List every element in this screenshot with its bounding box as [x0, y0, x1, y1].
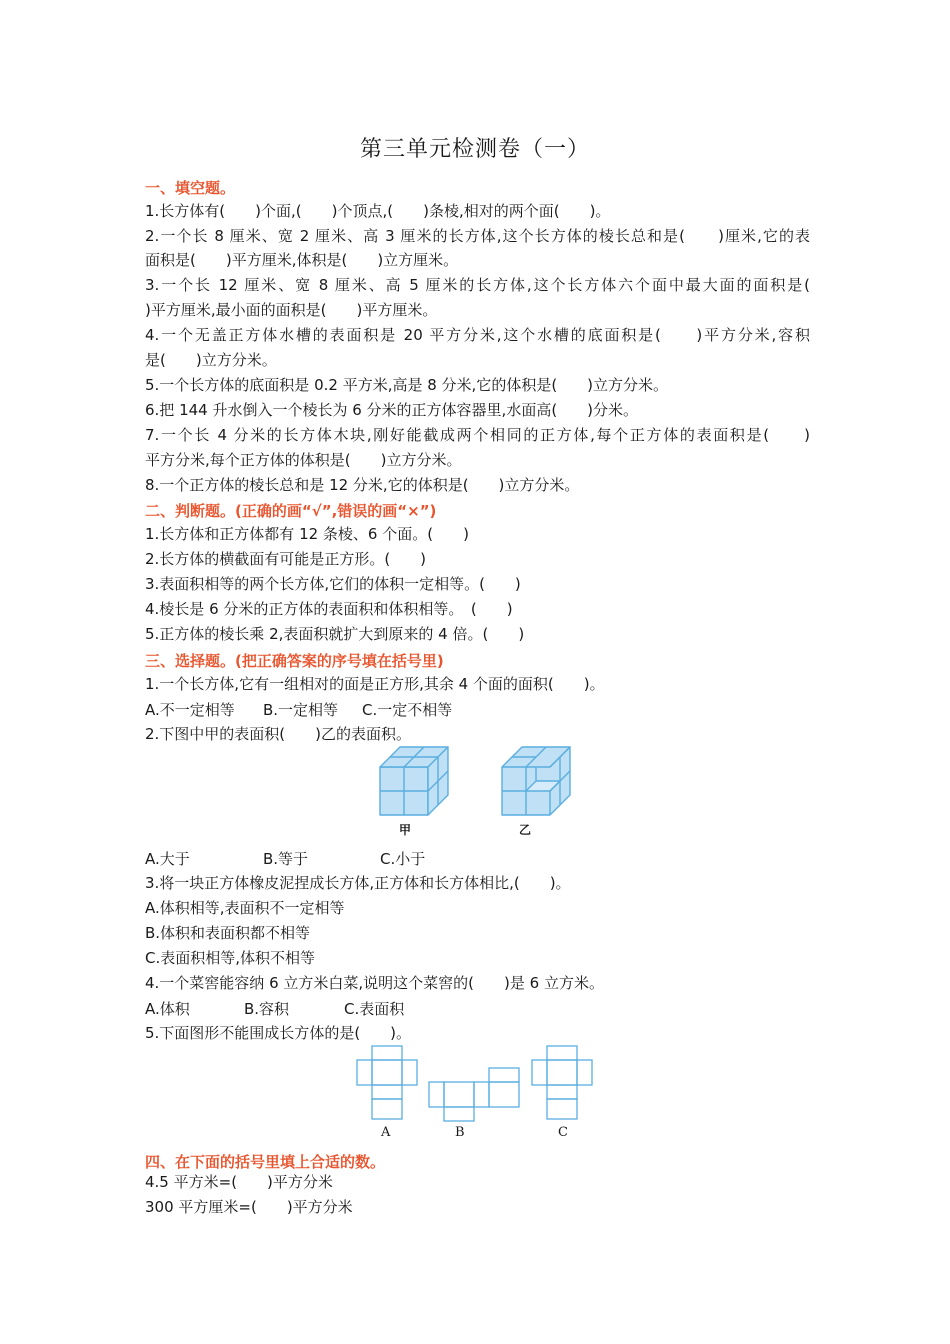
choice-1-option-c: C.一定不相等 — [362, 701, 453, 719]
figure-label-yi: 乙 — [519, 823, 532, 837]
choice-2-option-b: B.等于 — [263, 850, 309, 868]
choice-1-option-b: B.一定相等 — [263, 701, 339, 719]
net-label-c: C — [558, 1125, 568, 1140]
choice-4-option-b: B.容积 — [244, 1000, 290, 1018]
net-c — [532, 1046, 592, 1119]
conversion-question-1: 4.5 平方米=( )平方分米 — [145, 1173, 333, 1191]
fill-question-4-line-2: 是( )立方分米。 — [145, 351, 277, 369]
choice-question-2: 2.下图中甲的表面积( )乙的表面积。 — [145, 725, 412, 743]
choice-3-option-c: C.表面积相等,体积不相等 — [145, 949, 316, 967]
fill-question-2-line-1: 2.一个长 8 厘米、宽 2 厘米、高 3 厘米的长方体,这个长方体的棱长总和是( )厘米,它的表 — [145, 227, 810, 245]
fill-question-3-line-2: )平方厘米,最小面的面积是( )平方厘米。 — [145, 301, 438, 319]
fill-question-3-line-1: 3.一个长 12 厘米、宽 8 厘米、高 5 厘米的长方体,这个长方体六个面中最大面的面积是( — [145, 276, 810, 294]
fill-question-5: 5.一个长方体的底面积是 0.2 平方米,高是 8 分米,它的体积是( )立方分米。 — [145, 376, 669, 394]
figure-label-jia: 甲 — [399, 823, 412, 837]
choice-3-option-b: B.体积和表面积都不相等 — [145, 924, 311, 942]
section-choice-heading: 三、选择题。(把正确答案的序号填在括号里) — [145, 652, 444, 670]
choice-4-option-a: A.体积 — [145, 1000, 190, 1018]
fill-question-2-line-2: 面积是( )平方厘米,体积是( )立方厘米。 — [145, 251, 459, 269]
choice-1-option-a: A.不一定相等 — [145, 701, 235, 719]
choice-3-option-a: A.体积相等,表面积不一定相等 — [145, 899, 345, 917]
choice-4-option-c: C.表面积 — [344, 1000, 405, 1018]
choice-question-5: 5.下面图形不能围成长方体的是( )。 — [145, 1024, 412, 1042]
tf-question-5: 5.正方体的棱长乘 2,表面积就扩大到原来的 4 倍。( ) — [145, 625, 525, 643]
conversion-question-2: 300 平方厘米=( )平方分米 — [145, 1198, 353, 1216]
choice-2-option-a: A.大于 — [145, 850, 190, 868]
fill-question-4-line-1: 4.一个无盖正方体水槽的表面积是 20 平方分米,这个水槽的底面积是( )平方分米,容积 — [145, 326, 810, 344]
section-fill-blank-heading: 一、填空题。 — [145, 179, 236, 197]
fill-question-8: 8.一个正方体的棱长总和是 12 分米,它的体积是( )立方分米。 — [145, 476, 580, 494]
section-conversion-heading: 四、在下面的括号里填上合适的数。 — [145, 1153, 386, 1171]
choice-question-4: 4.一个菜窖能容纳 6 立方米白菜,说明这个菜窖的( )是 6 立方米。 — [145, 974, 604, 992]
fill-question-6: 6.把 144 升水倒入一个棱长为 6 分米的正方体容器里,水面高( )分米。 — [145, 401, 639, 419]
tf-question-3: 3.表面积相等的两个长方体,它们的体积一定相等。( ) — [145, 575, 521, 593]
section-true-false-heading: 二、判断题。(正确的画“√”,错误的画“×”) — [145, 502, 437, 520]
page-title: 第三单元检测卷（一） — [359, 137, 590, 162]
fill-question-1: 1.长方体有( )个面,( )个顶点,( )条棱,相对的两个面( )。 — [145, 202, 611, 220]
net-label-a: A — [381, 1125, 391, 1140]
choice-question-3: 3.将一块正方体橡皮泥捏成长方体,正方体和长方体相比,( )。 — [145, 874, 571, 892]
choice-question-1: 1.一个长方体,它有一组相对的面是正方形,其余 4 个面的面积( )。 — [145, 675, 605, 693]
tf-question-4: 4.棱长是 6 分米的正方体的表面积和体积相等。 ( ) — [145, 600, 513, 618]
choice-2-option-c: C.小于 — [380, 850, 426, 868]
tf-question-2: 2.长方体的横截面有可能是正方形。( ) — [145, 550, 427, 568]
net-b — [429, 1068, 519, 1121]
fill-question-7-line-1: 7.一个长 4 分米的长方体木块,刚好能截成两个相同的正方体,每个正方体的表面积是( ) — [145, 426, 810, 444]
tf-question-1: 1.长方体和正方体都有 12 条棱、6 个面。( ) — [145, 525, 469, 543]
fill-question-7-line-2: 平方分米,每个正方体的体积是( )立方分米。 — [145, 451, 462, 469]
net-a — [357, 1046, 417, 1119]
net-label-b: B — [455, 1125, 465, 1140]
